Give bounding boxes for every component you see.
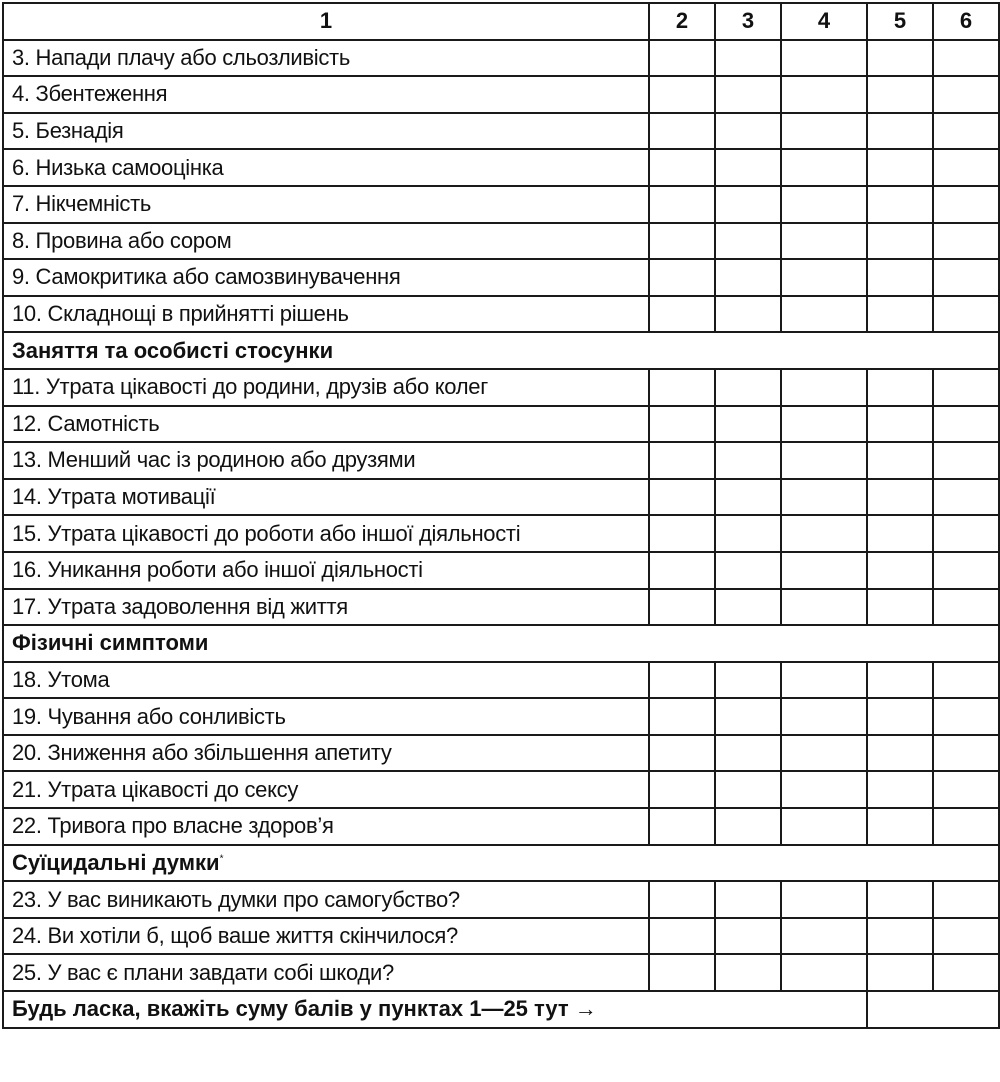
score-cell-col-6[interactable] <box>933 223 999 260</box>
symptom-label: 8. Провина або сором <box>3 223 649 260</box>
total-instruction: Будь ласка, вкажіть суму балів у пунктах 1—25 тут → <box>3 991 867 1028</box>
score-cell-col-5[interactable] <box>867 442 933 479</box>
score-cell-col-2[interactable] <box>649 113 715 150</box>
symptom-label: 3. Напади плачу або сльозливість <box>3 40 649 77</box>
score-cell-col-6[interactable] <box>933 735 999 772</box>
symptom-label: 17. Утрата задоволення від життя <box>3 589 649 626</box>
score-cell-col-6[interactable] <box>933 552 999 589</box>
score-cell-col-2[interactable] <box>649 223 715 260</box>
score-cell-col-4[interactable] <box>781 479 867 516</box>
symptom-row <box>3 186 999 223</box>
score-cell-col-5[interactable] <box>867 515 933 552</box>
section-heading-text: Фізичні симптоми <box>12 630 209 656</box>
symptom-row <box>3 223 999 260</box>
score-cell-col-5[interactable] <box>867 186 933 223</box>
symptom-row <box>3 662 999 699</box>
symptom-label: 9. Самокритика або самозвинувачення <box>3 259 649 296</box>
score-cell-col-2[interactable] <box>649 662 715 699</box>
symptom-label: 7. Нікчемність <box>3 186 649 223</box>
score-cell-col-6[interactable] <box>933 259 999 296</box>
score-cell-col-3[interactable] <box>715 406 781 443</box>
score-cell-col-3[interactable] <box>715 881 781 918</box>
score-cell-col-2[interactable] <box>649 40 715 77</box>
score-cell-col-5[interactable] <box>867 735 933 772</box>
score-cell-col-6[interactable] <box>933 40 999 77</box>
score-cell-col-4[interactable] <box>781 186 867 223</box>
score-cell-col-2[interactable] <box>649 771 715 808</box>
score-cell-col-6[interactable] <box>933 406 999 443</box>
symptom-row <box>3 259 999 296</box>
symptom-label: 6. Низька самооцінка <box>3 149 649 186</box>
score-cell-col-5[interactable] <box>867 771 933 808</box>
score-cell-col-6[interactable] <box>933 479 999 516</box>
score-cell-col-2[interactable] <box>649 735 715 772</box>
total-score-field[interactable] <box>867 991 999 1028</box>
score-cell-col-4[interactable] <box>781 76 867 113</box>
score-cell-col-6[interactable] <box>933 698 999 735</box>
score-cell-col-3[interactable] <box>715 259 781 296</box>
score-cell-col-5[interactable] <box>867 149 933 186</box>
score-cell-col-3[interactable] <box>715 918 781 955</box>
score-cell-col-2[interactable] <box>649 515 715 552</box>
score-cell-col-4[interactable] <box>781 259 867 296</box>
score-cell-col-3[interactable] <box>715 552 781 589</box>
score-cell-col-5[interactable] <box>867 223 933 260</box>
score-cell-col-3[interactable] <box>715 808 781 845</box>
score-cell-col-6[interactable] <box>933 186 999 223</box>
score-cell-col-6[interactable] <box>933 113 999 150</box>
score-cell-col-2[interactable] <box>649 479 715 516</box>
score-cell-col-4[interactable] <box>781 149 867 186</box>
symptom-label: 12. Самотність <box>3 406 649 443</box>
score-cell-col-3[interactable] <box>715 40 781 77</box>
score-cell-col-6[interactable] <box>933 662 999 699</box>
score-cell-col-6[interactable] <box>933 515 999 552</box>
score-cell-col-6[interactable] <box>933 296 999 333</box>
score-cell-col-3[interactable] <box>715 735 781 772</box>
score-cell-col-3[interactable] <box>715 149 781 186</box>
symptom-label: 19. Чування або сонливість <box>3 698 649 735</box>
score-cell-col-4[interactable] <box>781 369 867 406</box>
score-cell-col-5[interactable] <box>867 76 933 113</box>
symptom-row <box>3 735 999 772</box>
column-header-6: 6 <box>933 3 999 40</box>
score-cell-col-3[interactable] <box>715 113 781 150</box>
score-cell-col-2[interactable] <box>649 698 715 735</box>
score-cell-col-6[interactable] <box>933 771 999 808</box>
column-header-5: 5 <box>867 3 933 40</box>
symptom-row <box>3 369 999 406</box>
score-cell-col-3[interactable] <box>715 186 781 223</box>
score-cell-col-3[interactable] <box>715 771 781 808</box>
section-heading <box>3 332 999 369</box>
score-cell-col-4[interactable] <box>781 552 867 589</box>
score-cell-col-5[interactable] <box>867 40 933 77</box>
score-cell-col-3[interactable] <box>715 698 781 735</box>
score-cell-col-3[interactable] <box>715 223 781 260</box>
score-cell-col-2[interactable] <box>649 186 715 223</box>
score-cell-col-6[interactable] <box>933 76 999 113</box>
score-cell-col-2[interactable] <box>649 808 715 845</box>
score-cell-col-2[interactable] <box>649 442 715 479</box>
score-cell-col-4[interactable] <box>781 662 867 699</box>
symptom-label: 14. Утрата мотивації <box>3 479 649 516</box>
symptom-label: 13. Менший час із родиною або друзями <box>3 442 649 479</box>
symptom-row <box>3 149 999 186</box>
symptom-row <box>3 76 999 113</box>
score-cell-col-5[interactable] <box>867 918 933 955</box>
score-cell-col-5[interactable] <box>867 662 933 699</box>
score-cell-col-3[interactable] <box>715 662 781 699</box>
score-cell-col-6[interactable] <box>933 954 999 991</box>
section-heading-text: Заняття та особисті стосунки <box>12 337 334 363</box>
score-cell-col-5[interactable] <box>867 259 933 296</box>
score-cell-col-6[interactable] <box>933 589 999 626</box>
symptom-label: 21. Утрата цікавості до сексу <box>3 771 649 808</box>
symptom-row <box>3 515 999 552</box>
score-cell-col-6[interactable] <box>933 369 999 406</box>
score-cell-col-3[interactable] <box>715 954 781 991</box>
score-cell-col-5[interactable] <box>867 881 933 918</box>
section-row <box>3 625 999 662</box>
column-header-1: 1 <box>3 3 649 40</box>
symptom-label: 24. Ви хотіли б, щоб ваше життя скінчилося? <box>3 918 649 955</box>
score-cell-col-4[interactable] <box>781 881 867 918</box>
score-cell-col-5[interactable] <box>867 479 933 516</box>
symptom-row <box>3 698 999 735</box>
score-cell-col-6[interactable] <box>933 149 999 186</box>
score-cell-col-2[interactable] <box>649 552 715 589</box>
score-cell-col-4[interactable] <box>781 223 867 260</box>
score-cell-col-2[interactable] <box>649 918 715 955</box>
score-cell-col-4[interactable] <box>781 735 867 772</box>
symptom-row <box>3 296 999 333</box>
score-cell-col-5[interactable] <box>867 113 933 150</box>
symptom-label: 22. Тривога про власне здоров’я <box>3 808 649 845</box>
symptom-row <box>3 479 999 516</box>
score-cell-col-4[interactable] <box>781 918 867 955</box>
score-cell-col-2[interactable] <box>649 881 715 918</box>
symptom-label: 23. У вас виникають думки про самогубство? <box>3 881 649 918</box>
score-cell-col-4[interactable] <box>781 808 867 845</box>
score-cell-col-2[interactable] <box>649 296 715 333</box>
header-row <box>3 3 999 40</box>
score-cell-col-5[interactable] <box>867 369 933 406</box>
section-heading-text: Суїцидальні думки <box>12 849 220 875</box>
score-cell-col-4[interactable] <box>781 40 867 77</box>
symptom-label: 16. Уникання роботи або іншої діяльності <box>3 552 649 589</box>
score-cell-col-3[interactable] <box>715 515 781 552</box>
score-cell-col-4[interactable] <box>781 589 867 626</box>
score-cell-col-3[interactable] <box>715 369 781 406</box>
score-cell-col-4[interactable] <box>781 113 867 150</box>
section-row <box>3 845 999 882</box>
symptom-label: 10. Складнощі в прийнятті рішень <box>3 296 649 333</box>
symptom-row <box>3 881 999 918</box>
score-cell-col-3[interactable] <box>715 479 781 516</box>
symptom-label: 20. Зниження або збільшення апетиту <box>3 735 649 772</box>
symptom-row <box>3 442 999 479</box>
score-cell-col-5[interactable] <box>867 552 933 589</box>
column-header-3: 3 <box>715 3 781 40</box>
score-cell-col-3[interactable] <box>715 76 781 113</box>
symptom-row <box>3 954 999 991</box>
footnote-marker: * <box>219 853 224 865</box>
symptom-row <box>3 40 999 77</box>
score-cell-col-6[interactable] <box>933 881 999 918</box>
score-cell-col-2[interactable] <box>649 589 715 626</box>
symptom-row <box>3 808 999 845</box>
score-cell-col-4[interactable] <box>781 954 867 991</box>
score-cell-col-6[interactable] <box>933 808 999 845</box>
symptom-label: 25. У вас є плани завдати собі шкоди? <box>3 954 649 991</box>
column-header-2: 2 <box>649 3 715 40</box>
score-cell-col-2[interactable] <box>649 406 715 443</box>
symptom-row <box>3 589 999 626</box>
symptom-row <box>3 552 999 589</box>
section-row <box>3 332 999 369</box>
symptom-row <box>3 406 999 443</box>
score-cell-col-6[interactable] <box>933 918 999 955</box>
score-cell-col-4[interactable] <box>781 406 867 443</box>
score-cell-col-5[interactable] <box>867 954 933 991</box>
symptom-row <box>3 918 999 955</box>
symptom-label: 15. Утрата цікавості до роботи або іншої діяльності <box>3 515 649 552</box>
symptom-label: 5. Безнадія <box>3 113 649 150</box>
score-cell-col-5[interactable] <box>867 589 933 626</box>
score-cell-col-2[interactable] <box>649 954 715 991</box>
score-cell-col-4[interactable] <box>781 296 867 333</box>
score-cell-col-5[interactable] <box>867 698 933 735</box>
score-cell-col-5[interactable] <box>867 406 933 443</box>
score-cell-col-2[interactable] <box>649 76 715 113</box>
score-cell-col-5[interactable] <box>867 808 933 845</box>
score-cell-col-3[interactable] <box>715 589 781 626</box>
score-cell-col-2[interactable] <box>649 369 715 406</box>
section-heading <box>3 845 999 882</box>
score-cell-col-4[interactable] <box>781 771 867 808</box>
symptom-row <box>3 113 999 150</box>
score-cell-col-6[interactable] <box>933 442 999 479</box>
symptom-label: 11. Утрата цікавості до родини, друзів або колег <box>3 369 649 406</box>
score-cell-col-5[interactable] <box>867 296 933 333</box>
total-row <box>3 991 999 1028</box>
symptom-label: 18. Утома <box>3 662 649 699</box>
symptom-label: 4. Збентеження <box>3 76 649 113</box>
score-cell-col-3[interactable] <box>715 296 781 333</box>
symptom-row <box>3 771 999 808</box>
score-cell-col-2[interactable] <box>649 149 715 186</box>
questionnaire-table <box>2 2 1000 1029</box>
score-cell-col-4[interactable] <box>781 515 867 552</box>
score-cell-col-3[interactable] <box>715 442 781 479</box>
score-cell-col-4[interactable] <box>781 698 867 735</box>
score-cell-col-4[interactable] <box>781 442 867 479</box>
column-header-4: 4 <box>781 3 867 40</box>
section-heading <box>3 625 999 662</box>
score-cell-col-2[interactable] <box>649 259 715 296</box>
